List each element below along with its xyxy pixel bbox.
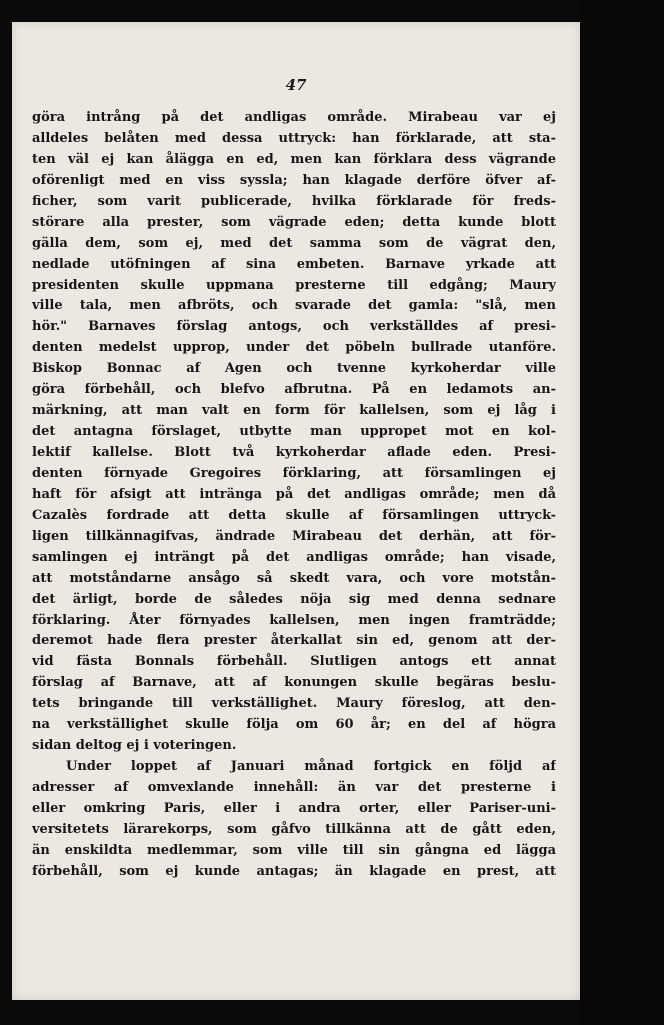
text-line: versitetets lärarekorps, som gåfvo tillkänna att de gått eden, bbox=[32, 821, 556, 837]
paragraph-1 bbox=[32, 108, 556, 757]
text-line: sidan deltog ej i voteringen. bbox=[32, 738, 237, 754]
text-line: eller omkring Paris, eller i andra orter, eller Pariser-uni- bbox=[32, 800, 556, 816]
text-line: samlingen ej inträngt på det andligas område; han visade, bbox=[32, 549, 556, 565]
text-line: Cazalès fordrade att detta skulle af församlingen uttryck- bbox=[32, 507, 556, 523]
text-line: haft för afsigt att intränga på det andligas område; men då bbox=[32, 486, 556, 502]
text-line: denten förnyade Gregoires förklaring, att församlingen ej bbox=[32, 465, 556, 481]
text-line: att motståndarne ansågo så skedt vara, och vore motstån- bbox=[32, 570, 556, 586]
text-line: ten väl ej kan ålägga en ed, men kan förklara dess vägrande bbox=[32, 151, 556, 167]
text-line: ville tala, men afbröts, och svarade det gamla: "slå, men bbox=[32, 298, 556, 314]
text-line: na verkställighet skulle följa om 60 år; en del af högra bbox=[32, 717, 556, 733]
text-line: deremot hade flera prester återkallat sin ed, genom att der- bbox=[32, 633, 556, 649]
text-line: märkning, att man valt en form för kallelsen, som ej låg i bbox=[32, 403, 556, 419]
text-line: nedlade utöfningen af sina embeten. Barnave yrkade att bbox=[32, 256, 556, 272]
text-line: denten medelst upprop, under det pöbeln bullrade utanföre. bbox=[32, 340, 556, 356]
text-line: gälla dem, som ej, med det samma som de vägrat den, bbox=[32, 235, 556, 251]
text-line: störare alla prester, som vägrade eden; detta kunde blott bbox=[32, 214, 556, 230]
text-line: än enskildta medlemmar, som ville till sin gångna ed lägga bbox=[32, 842, 556, 858]
paragraph-2 bbox=[32, 757, 556, 883]
page-number: 47 bbox=[285, 76, 307, 94]
text-line: göra intrång på det andligas område. Mirabeau var ej bbox=[32, 110, 556, 125]
text-line: det ärligt, borde de således nöja sig med denna sednare bbox=[32, 591, 556, 607]
text-line: hör." Barnaves förslag antogs, och verkställdes af presi- bbox=[32, 319, 556, 335]
text-line: det antagna förslaget, utbytte man uppropet mot en kol- bbox=[32, 424, 556, 440]
text-line: alldeles belåten med dessa uttryck: han förklarade, att sta- bbox=[32, 130, 556, 146]
text-line: Biskop Bonnac af Agen och tvenne kyrkoherdar ville bbox=[32, 361, 556, 377]
text-line: oförenligt med en viss syssla; han klagade derföre öfver af- bbox=[32, 172, 556, 188]
text-line: ligen tillkännagifvas, ändrade Mirabeau det derhän, att för- bbox=[32, 528, 556, 544]
text-line: adresser af omvexlande innehåll: än var det presterne i bbox=[32, 780, 556, 795]
scan-border bbox=[580, 0, 664, 1025]
text-line: presidenten skulle uppmana presterne till edgång; Maury bbox=[32, 277, 556, 293]
body-text bbox=[32, 108, 556, 883]
text-line: Under loppet af Januari månad fortgick en följd af bbox=[66, 759, 556, 775]
text-line: tets bringande till verkställighet. Maury föreslog, att den- bbox=[32, 696, 556, 712]
text-line: förslag af Barnave, att af konungen skulle begäras beslu- bbox=[32, 675, 556, 691]
text-line: lektif kallelse. Blott två kyrkoherdar aflade eden. Presi- bbox=[32, 445, 556, 460]
book-page bbox=[12, 22, 580, 1000]
text-line: förbehåll, som ej kunde antagas; än klagade en prest, att bbox=[32, 863, 556, 879]
text-line: vid fästa Bonnals förbehåll. Slutligen antogs ett annat bbox=[32, 654, 556, 670]
text-line: förklaring. Åter förnyades kallelsen, men ingen framträdde; bbox=[32, 612, 556, 628]
text-line: göra förbehåll, och blefvo afbrutna. På en ledamots an- bbox=[32, 382, 556, 398]
text-line: ficher, som varit publicerade, hvilka förklarade för freds- bbox=[32, 193, 556, 209]
